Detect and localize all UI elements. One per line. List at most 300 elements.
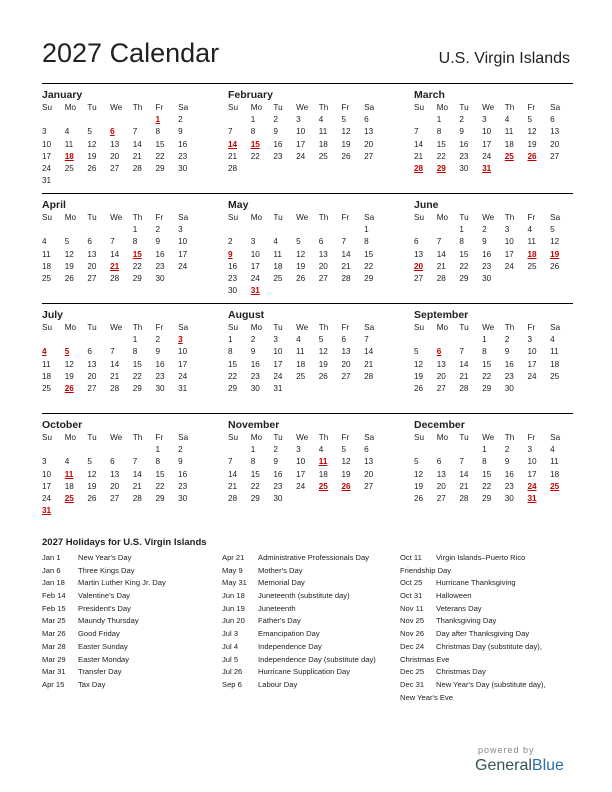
day-cell: 15	[482, 359, 492, 369]
day-cell: 14	[459, 469, 469, 479]
day-cell: 17	[42, 151, 52, 161]
day-cell: 27	[87, 383, 97, 393]
holiday-name: Martin Luther King Jr. Day	[78, 578, 166, 588]
day-cell: 21	[110, 371, 120, 381]
day-cell	[251, 224, 274, 236]
weekday-label: Th	[504, 103, 515, 112]
week-row	[228, 469, 387, 481]
day-cell	[414, 334, 437, 346]
weekday-label: Fr	[155, 213, 164, 222]
day-cell: 26	[341, 151, 351, 161]
holiday-date-label: Jul 5	[222, 654, 239, 664]
day-cell	[155, 505, 178, 517]
day-cell: 4	[550, 445, 555, 455]
day-cell: 27	[110, 163, 120, 173]
day-cell: 17	[273, 359, 283, 369]
weekday-label: Fr	[527, 433, 536, 442]
day-cell: 24	[273, 371, 283, 381]
weekday-label: We	[296, 323, 309, 332]
day-cell: 27	[364, 151, 374, 161]
day-cell: 19	[87, 151, 97, 161]
day-cell: 4	[318, 445, 324, 455]
day-cell: 28	[110, 383, 120, 393]
day-cell: 10	[250, 249, 260, 259]
day-cell: 20	[364, 139, 374, 149]
day-cell	[437, 334, 460, 346]
holiday-name: Memorial Day	[258, 578, 305, 588]
week-row	[42, 151, 201, 163]
month-block	[228, 194, 387, 303]
weekday-label: Mo	[250, 103, 263, 112]
week-row	[414, 359, 573, 371]
holiday-date: 18	[527, 249, 537, 259]
day-cell: 20	[550, 139, 560, 149]
day-cell	[110, 505, 133, 517]
weekday-header	[42, 322, 201, 334]
day-cell: 18	[42, 371, 52, 381]
week-row	[414, 261, 573, 273]
day-cell: 17	[250, 261, 260, 271]
week-row	[42, 261, 201, 273]
weekday-label: Su	[228, 323, 239, 332]
day-cell	[228, 444, 251, 456]
weekday-label: Fr	[527, 103, 536, 112]
holiday-column	[222, 552, 408, 692]
weekday-header	[414, 212, 573, 224]
day-cell: 28	[228, 493, 238, 503]
day-cell: 5	[318, 335, 324, 345]
day-cell: 28	[132, 163, 142, 173]
region-label: U.S. Virgin Islands	[438, 50, 570, 67]
holiday-column	[400, 552, 586, 704]
day-cell: 8	[250, 457, 256, 467]
day-cell: 18	[296, 359, 306, 369]
week-row	[228, 126, 387, 138]
day-cell: 29	[482, 383, 492, 393]
holiday-name: Juneteenth (substitute day)	[258, 591, 350, 601]
weekday-label: We	[482, 433, 495, 442]
week-row	[42, 469, 201, 481]
day-cell: 13	[436, 469, 446, 479]
day-cell: 12	[87, 469, 97, 479]
day-cell: 14	[341, 249, 351, 259]
day-cell	[133, 114, 156, 126]
day-cell	[110, 334, 133, 346]
day-cell: 22	[250, 151, 260, 161]
week-row	[228, 444, 387, 456]
holiday-name: Friendship Day	[400, 565, 452, 575]
weekday-label: Tu	[87, 323, 97, 332]
day-cell: 23	[504, 481, 514, 491]
holiday-date: 19	[550, 249, 560, 259]
week-row	[228, 273, 387, 285]
holiday-date: 11	[318, 457, 328, 467]
day-cell: 9	[459, 127, 464, 137]
day-cell: 13	[550, 127, 560, 137]
day-cell: 9	[482, 237, 487, 247]
holiday-item	[222, 577, 408, 590]
holiday-date-label: May 31	[222, 578, 247, 588]
holiday-name: Independence Day	[258, 641, 322, 651]
weekday-label: Su	[414, 213, 425, 222]
day-cell: 26	[87, 493, 97, 503]
weekday-label: Sa	[178, 103, 189, 112]
weekday-label: Th	[318, 103, 329, 112]
weekday-label: Th	[318, 213, 329, 222]
holiday-date: 31	[42, 506, 52, 516]
day-cell: 21	[341, 261, 351, 271]
day-cell: 2	[155, 225, 160, 235]
day-cell: 24	[296, 151, 306, 161]
day-cell: 11	[42, 359, 51, 369]
week-row	[414, 383, 573, 395]
holiday-date: 24	[527, 481, 537, 491]
weekday-label: We	[110, 103, 123, 112]
day-cell: 4	[550, 335, 555, 345]
day-cell: 21	[132, 151, 142, 161]
weekday-label: Fr	[341, 323, 350, 332]
day-cell: 12	[527, 127, 537, 137]
holiday-date: 25	[504, 151, 514, 161]
weekday-label: Mo	[250, 433, 263, 442]
day-cell: 27	[318, 273, 328, 283]
day-cell: 22	[482, 371, 492, 381]
day-cell: 29	[132, 273, 142, 283]
weekday-header	[42, 102, 201, 114]
day-cell: 30	[155, 383, 165, 393]
day-cell: 20	[110, 481, 120, 491]
day-cell	[133, 505, 156, 517]
holiday-date-label: Mar 29	[42, 654, 66, 664]
powered-by-text: powered by	[478, 745, 535, 755]
holiday-date: 3	[178, 335, 183, 345]
day-cell	[65, 224, 88, 236]
month-block	[42, 84, 201, 193]
day-cell: 7	[436, 237, 442, 247]
day-cell: 2	[273, 115, 278, 125]
holiday-date-label: Oct 11	[400, 553, 422, 562]
day-cell: 1	[132, 225, 138, 235]
day-cell: 28	[132, 493, 142, 503]
day-cell: 17	[178, 249, 188, 259]
day-cell: 6	[110, 457, 115, 467]
day-cell: 18	[318, 139, 328, 149]
holiday-name: Virgin Islands–Puerto Rico	[436, 553, 526, 562]
day-cell: 7	[110, 347, 115, 357]
holiday-name: Tax Day	[78, 679, 106, 689]
day-cell: 27	[110, 493, 120, 503]
holiday-item	[42, 603, 228, 616]
day-cell: 10	[527, 457, 537, 467]
day-cell: 23	[504, 371, 514, 381]
day-cell: 22	[155, 481, 165, 491]
weekday-label: Tu	[273, 213, 283, 222]
week-row	[42, 334, 201, 346]
week-row	[228, 456, 387, 468]
day-cell: 24	[504, 261, 514, 271]
day-cell: 14	[459, 359, 469, 369]
day-cell: 23	[459, 151, 469, 161]
day-cell: 12	[296, 249, 306, 259]
month-name: August	[228, 309, 265, 321]
day-cell: 30	[459, 163, 469, 173]
holiday-date-label: Dec 31	[400, 679, 425, 689]
day-cell: 19	[296, 261, 306, 271]
weekday-label: Sa	[550, 433, 561, 442]
day-cell	[178, 505, 201, 517]
day-cell	[527, 383, 550, 395]
day-cell: 23	[178, 151, 188, 161]
weekday-header	[228, 212, 387, 224]
holiday-date: 31	[250, 286, 260, 296]
day-cell	[42, 334, 65, 346]
day-cell: 27	[436, 493, 446, 503]
day-cell: 7	[110, 237, 115, 247]
day-cell	[550, 493, 573, 505]
holiday-column	[42, 552, 228, 692]
day-cell: 7	[459, 457, 464, 467]
holiday-name: Easter Monday	[78, 654, 130, 664]
day-cell: 6	[364, 445, 369, 455]
day-cell: 13	[364, 457, 374, 467]
day-cell: 9	[273, 457, 278, 467]
month-block	[42, 414, 201, 523]
day-cell: 3	[527, 445, 532, 455]
weekday-label: Su	[42, 433, 53, 442]
week-row	[414, 469, 573, 481]
brand-logo[interactable]	[475, 757, 564, 775]
weekday-label: Th	[132, 213, 143, 222]
day-cell	[550, 273, 573, 285]
day-cell: 17	[527, 359, 537, 369]
holiday-date-label: Nov 25	[400, 616, 425, 626]
holiday-date-label: Sep 6	[222, 679, 242, 689]
day-cell: 28	[228, 163, 238, 173]
holiday-date-label: Nov 26	[400, 629, 425, 639]
day-cell: 28	[459, 383, 469, 393]
holiday-date: 15	[250, 139, 260, 149]
day-cell: 17	[178, 359, 188, 369]
day-cell: 1	[364, 225, 369, 235]
holidays-title: 2027 Holidays for U.S. Virgin Islands	[42, 537, 207, 548]
day-cell: 25	[273, 273, 283, 283]
holiday-date-label: Oct 25	[400, 578, 423, 588]
day-cell: 16	[155, 249, 165, 259]
day-cell: 24	[42, 163, 52, 173]
weekday-label: Fr	[155, 103, 164, 112]
week-row	[414, 224, 573, 236]
day-cell: 21	[228, 151, 238, 161]
day-cell: 7	[341, 237, 346, 247]
week-row	[42, 346, 201, 358]
day-cell: 31	[42, 176, 52, 186]
week-row	[42, 456, 201, 468]
day-cell: 23	[273, 481, 283, 491]
holiday-name: Mother's Day	[258, 565, 303, 575]
day-cell	[65, 444, 88, 456]
weekday-label: Su	[228, 213, 239, 222]
day-cell: 6	[414, 237, 419, 247]
day-cell: 7	[459, 347, 464, 357]
day-cell	[87, 444, 110, 456]
holiday-item	[222, 679, 408, 692]
holiday-date-label: Jan 18	[42, 578, 65, 588]
day-cell	[296, 285, 319, 297]
day-cell: 1	[459, 225, 464, 235]
day-cell: 17	[296, 469, 306, 479]
day-cell: 16	[273, 469, 283, 479]
day-cell: 27	[341, 371, 351, 381]
holiday-date: 29	[436, 163, 446, 173]
day-cell: 23	[178, 481, 188, 491]
day-cell: 11	[550, 457, 559, 467]
holiday-date-label: May 9	[222, 565, 243, 575]
weekday-header	[414, 322, 573, 334]
holiday-date: 26	[527, 151, 537, 161]
holiday-name: Veterans Day	[436, 603, 482, 613]
day-cell: 9	[504, 457, 510, 467]
day-cell: 20	[87, 371, 97, 381]
weekday-label: Th	[132, 103, 143, 112]
day-cell: 18	[273, 261, 283, 271]
week-row	[228, 236, 387, 248]
weekday-label: Su	[42, 213, 53, 222]
holiday-item	[222, 615, 408, 628]
day-cell: 5	[414, 457, 419, 467]
day-cell	[110, 444, 133, 456]
holiday-item	[222, 603, 408, 616]
holiday-name: Christmas Day (substitute day),	[436, 641, 542, 651]
week-row	[414, 163, 573, 175]
holiday-item	[222, 565, 408, 578]
month-block	[42, 194, 201, 303]
day-cell	[341, 493, 364, 505]
day-cell: 10	[42, 469, 52, 479]
weekday-label: Sa	[364, 103, 375, 112]
day-cell: 25	[42, 273, 52, 283]
page-title: 2027 Calendar	[42, 38, 220, 68]
month-name: November	[228, 419, 280, 431]
weekday-label: We	[110, 323, 123, 332]
holiday-name: Administrative Professionals Day	[258, 553, 369, 562]
day-cell: 14	[414, 139, 424, 149]
day-cell	[110, 114, 133, 126]
day-cell: 30	[228, 286, 238, 296]
weekday-label: Th	[504, 323, 515, 332]
day-cell: 22	[228, 371, 238, 381]
holiday-item	[42, 615, 228, 628]
weekday-label: Fr	[341, 433, 350, 442]
day-cell: 9	[155, 237, 160, 247]
weekday-label: We	[110, 213, 123, 222]
week-row	[228, 334, 387, 346]
day-cell: 17	[296, 139, 306, 149]
week-row	[414, 114, 573, 126]
week-row	[42, 249, 201, 261]
weekday-label: Sa	[178, 433, 189, 442]
weekday-header	[228, 432, 387, 444]
day-cell: 8	[364, 237, 369, 247]
weekday-header	[414, 102, 573, 114]
weekday-label: Mo	[64, 323, 77, 332]
day-cell: 25	[550, 371, 560, 381]
day-cell: 13	[87, 359, 97, 369]
day-cell: 25	[318, 151, 328, 161]
day-cell: 15	[364, 249, 374, 259]
weekday-label: Tu	[273, 433, 283, 442]
weekday-label: Sa	[364, 433, 375, 442]
weekday-label: Sa	[550, 213, 561, 222]
day-cell: 12	[318, 347, 328, 357]
holiday-date-label: Apr 21	[222, 553, 245, 562]
holiday-date-label: Dec 24	[400, 641, 425, 651]
month-name: July	[42, 309, 64, 321]
weekday-label: We	[296, 213, 309, 222]
week-row	[42, 493, 201, 505]
holiday-item	[222, 654, 408, 667]
day-cell: 29	[132, 383, 142, 393]
weekday-header	[42, 212, 201, 224]
weekday-label: Mo	[64, 103, 77, 112]
week-row	[414, 139, 573, 151]
day-cell: 10	[296, 457, 306, 467]
week-row	[414, 481, 573, 493]
day-cell	[42, 444, 65, 456]
day-cell: 21	[436, 261, 446, 271]
day-cell: 8	[155, 457, 160, 467]
day-cell: 3	[178, 225, 183, 235]
day-cell: 8	[482, 457, 487, 467]
day-cell	[296, 224, 319, 236]
day-cell: 1	[250, 445, 256, 455]
day-cell: 3	[527, 335, 532, 345]
day-cell	[296, 383, 319, 395]
day-cell	[414, 114, 437, 126]
month-block	[42, 304, 201, 413]
day-cell: 15	[436, 139, 446, 149]
weekday-label: Mo	[436, 323, 449, 332]
day-cell: 30	[155, 273, 165, 283]
day-cell	[296, 493, 319, 505]
holiday-date-label: Jun 18	[222, 591, 245, 601]
day-cell: 12	[550, 237, 560, 247]
day-cell: 15	[228, 359, 238, 369]
holiday-item	[400, 552, 586, 565]
day-cell: 4	[42, 237, 47, 247]
holiday-date: 25	[550, 481, 560, 491]
holiday-date-label: Oct 31	[400, 591, 423, 601]
weekday-label: Su	[42, 323, 53, 332]
week-row	[42, 224, 201, 236]
day-cell	[319, 163, 342, 175]
day-cell: 10	[504, 237, 514, 247]
week-row	[42, 481, 201, 493]
day-cell: 7	[414, 127, 419, 137]
holiday-item	[400, 565, 586, 578]
weekday-label: Mo	[436, 103, 449, 112]
holiday-name: New Year's Eve	[400, 692, 453, 702]
day-cell	[65, 175, 88, 187]
weekday-label: Sa	[364, 213, 375, 222]
holiday-date: 31	[482, 163, 492, 173]
day-cell: 29	[459, 273, 469, 283]
day-cell	[65, 114, 88, 126]
day-cell: 29	[250, 493, 260, 503]
week-row	[42, 359, 201, 371]
day-cell	[459, 334, 482, 346]
day-cell: 22	[155, 151, 165, 161]
holiday-item	[400, 654, 586, 667]
